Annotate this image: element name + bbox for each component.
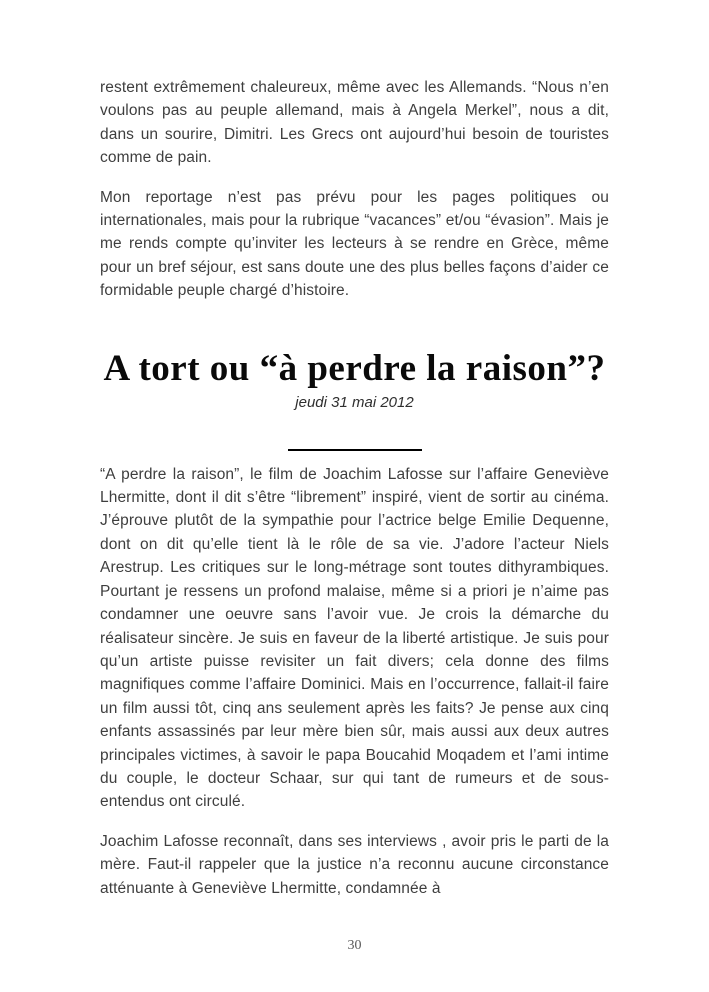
article-header (100, 349, 609, 413)
intro-paragraph-2: Mon reportage n’est pas prévu pour les pages politiques ou internationales, mais pour la rubrique “vacances” et/ou “évasion”. Mais je me rends compte qu’inviter les lecteurs à se rendre en Grèce, même pour un bref séjour, est sans doute une des plus belles façons d’aider ce formidable peuple chargé d’histoire. (100, 188, 609, 300)
page-number: 30 (347, 938, 362, 953)
article-date: jeudi 31 mai 2012 (295, 393, 414, 411)
page-content (100, 76, 609, 916)
article-paragraph-1: “A perdre la raison”, le film de Joachim Lafosse sur l’affaire Geneviève Lhermitte, dont il dit s’être “librement” inspiré, vient de sortir au cinéma. J’éprouve plutôt de la sympathie pour l’actrice belge Emilie Dequenne, dont on dit qu’elle tient là le rôle de sa vie. J’adore l’acteur Niels Arestrup. Les critiques sur le long-métrage sont toutes dithyrambiques. Pourtant je ressens un profond malaise, même si a priori je n’aime pas condamner une oeuvre sans l’avoir vue. Je crois la démarche du réalisateur sincère. Je suis en faveur de la liberté artistique. Je suis pour qu’un artiste puisse revisiter un fait divers; cela donne des films magnifiques comme l’affaire Dominici. Mais en l’occurrence, fallait-il faire un film aussi tôt, cinq ans seulement après les faits? Je pense aux cinq enfants assassinés par leur mère bien sûr, mais aussi aux deux autres principales victimes, à savoir le papa Boucahid Moqadem et l’ami intime du couple, le docteur Schaar, sur qui tant de rumeurs et de sous-entendus ont circulé. (100, 465, 609, 811)
section-divider-rule (288, 449, 422, 451)
article-body (100, 463, 609, 900)
intro-paragraph-1: restent extrêmement chaleureux, même avec les Allemands. “Nous n’en voulons pas au peuple allemand, mais à Angela Merkel”, nous a dit, dans un sourire, Dimitri. Les Grecs ont aujourd’hui besoin de touristes comme de pain. (100, 79, 609, 167)
article-title: A tort ou “à perdre la raison”? (103, 347, 606, 389)
article-paragraph-2: Joachim Lafosse reconnaît, dans ses interviews , avoir pris le parti de la mère. Faut-il rappeler que la justice n’a reconnu aucune circonstance atténuante à Geneviève Lhermitte, condamnée à (100, 832, 609, 897)
